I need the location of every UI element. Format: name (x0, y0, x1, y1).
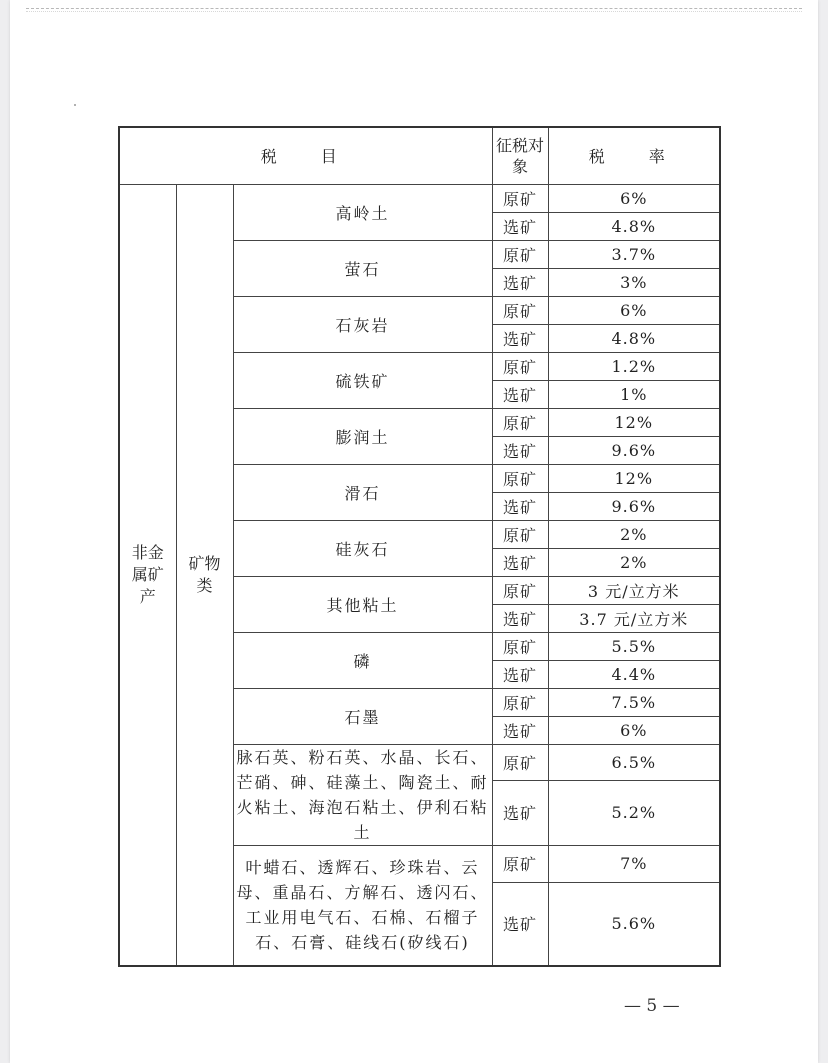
object-cell: 原矿 (492, 688, 548, 716)
object-cell: 原矿 (492, 352, 548, 380)
rate-cell: 4.4% (548, 660, 720, 688)
rate-cell: 2% (548, 520, 720, 548)
rate-cell: 12% (548, 408, 720, 436)
rate-cell: 6% (548, 184, 720, 212)
page-number: — 5 — (624, 996, 680, 1016)
header-tax-rate: 税 率 (548, 127, 720, 184)
object-cell: 选矿 (492, 324, 548, 352)
item-cell: 萤石 (233, 240, 492, 296)
rate-cell: 3% (548, 268, 720, 296)
item-cell: 脉石英、粉石英、水晶、长石、芒硝、砷、硅藻土、陶瓷土、耐火粘土、海泡石粘土、伊利石粘土 (233, 744, 492, 845)
subcategory-label: 矿物类 (188, 553, 221, 595)
rate-cell: 5.5% (548, 632, 720, 660)
object-cell: 选矿 (492, 268, 548, 296)
header-tax-object: 征税对象 (492, 127, 548, 184)
rate-cell: 1% (548, 380, 720, 408)
rate-cell: 2% (548, 548, 720, 576)
object-cell: 选矿 (492, 548, 548, 576)
rate-cell: 1.2% (548, 352, 720, 380)
rate-cell: 7% (548, 845, 720, 882)
document-page (10, 0, 818, 1063)
item-cell: 石墨 (233, 688, 492, 744)
item-cell: 硫铁矿 (233, 352, 492, 408)
rate-cell: 5.6% (548, 882, 720, 966)
item-cell: 硅灰石 (233, 520, 492, 576)
category-label: 非金属矿产 (131, 542, 164, 606)
object-cell: 原矿 (492, 576, 548, 604)
subcategory-cell (176, 184, 233, 966)
object-cell: 选矿 (492, 436, 548, 464)
object-cell: 选矿 (492, 882, 548, 966)
top-rule (26, 8, 802, 9)
item-cell: 高岭土 (233, 184, 492, 240)
rate-cell: 9.6% (548, 492, 720, 520)
object-cell: 选矿 (492, 716, 548, 744)
item-cell: 其他粘土 (233, 576, 492, 632)
table-header-row (119, 127, 720, 184)
item-cell: 石灰岩 (233, 296, 492, 352)
rate-cell: 4.8% (548, 212, 720, 240)
object-cell: 选矿 (492, 780, 548, 845)
object-cell: 原矿 (492, 184, 548, 212)
rate-cell: 3.7% (548, 240, 720, 268)
category-cell (119, 184, 176, 966)
object-cell: 原矿 (492, 632, 548, 660)
item-cell: 滑石 (233, 464, 492, 520)
object-cell: 原矿 (492, 744, 548, 780)
object-cell: 原矿 (492, 464, 548, 492)
item-cell: 磷 (233, 632, 492, 688)
scan-speck (74, 104, 76, 106)
tax-rate-table (118, 126, 721, 967)
object-cell: 原矿 (492, 296, 548, 324)
rate-cell: 7.5% (548, 688, 720, 716)
object-cell: 原矿 (492, 845, 548, 882)
table-row (119, 184, 720, 212)
rate-cell: 12% (548, 464, 720, 492)
item-cell: 叶蜡石、透辉石、珍珠岩、云母、重晶石、方解石、透闪石、工业用电气石、石棉、石榴子石、石膏、硅线石(矽线石) (233, 845, 492, 966)
item-cell: 膨润土 (233, 408, 492, 464)
object-cell: 选矿 (492, 492, 548, 520)
rate-cell: 3.7 元/立方米 (548, 604, 720, 632)
rate-cell: 5.2% (548, 780, 720, 845)
object-cell: 选矿 (492, 604, 548, 632)
object-cell: 原矿 (492, 520, 548, 548)
object-cell: 选矿 (492, 380, 548, 408)
rate-cell: 6.5% (548, 744, 720, 780)
header-tax-item: 税 目 (119, 127, 492, 184)
object-cell: 原矿 (492, 240, 548, 268)
rate-cell: 3 元/立方米 (548, 576, 720, 604)
object-cell: 原矿 (492, 408, 548, 436)
rate-cell: 9.6% (548, 436, 720, 464)
rate-cell: 6% (548, 716, 720, 744)
rate-cell: 6% (548, 296, 720, 324)
object-cell: 选矿 (492, 212, 548, 240)
object-cell: 选矿 (492, 660, 548, 688)
rate-cell: 4.8% (548, 324, 720, 352)
top-rule-faint (26, 11, 802, 12)
